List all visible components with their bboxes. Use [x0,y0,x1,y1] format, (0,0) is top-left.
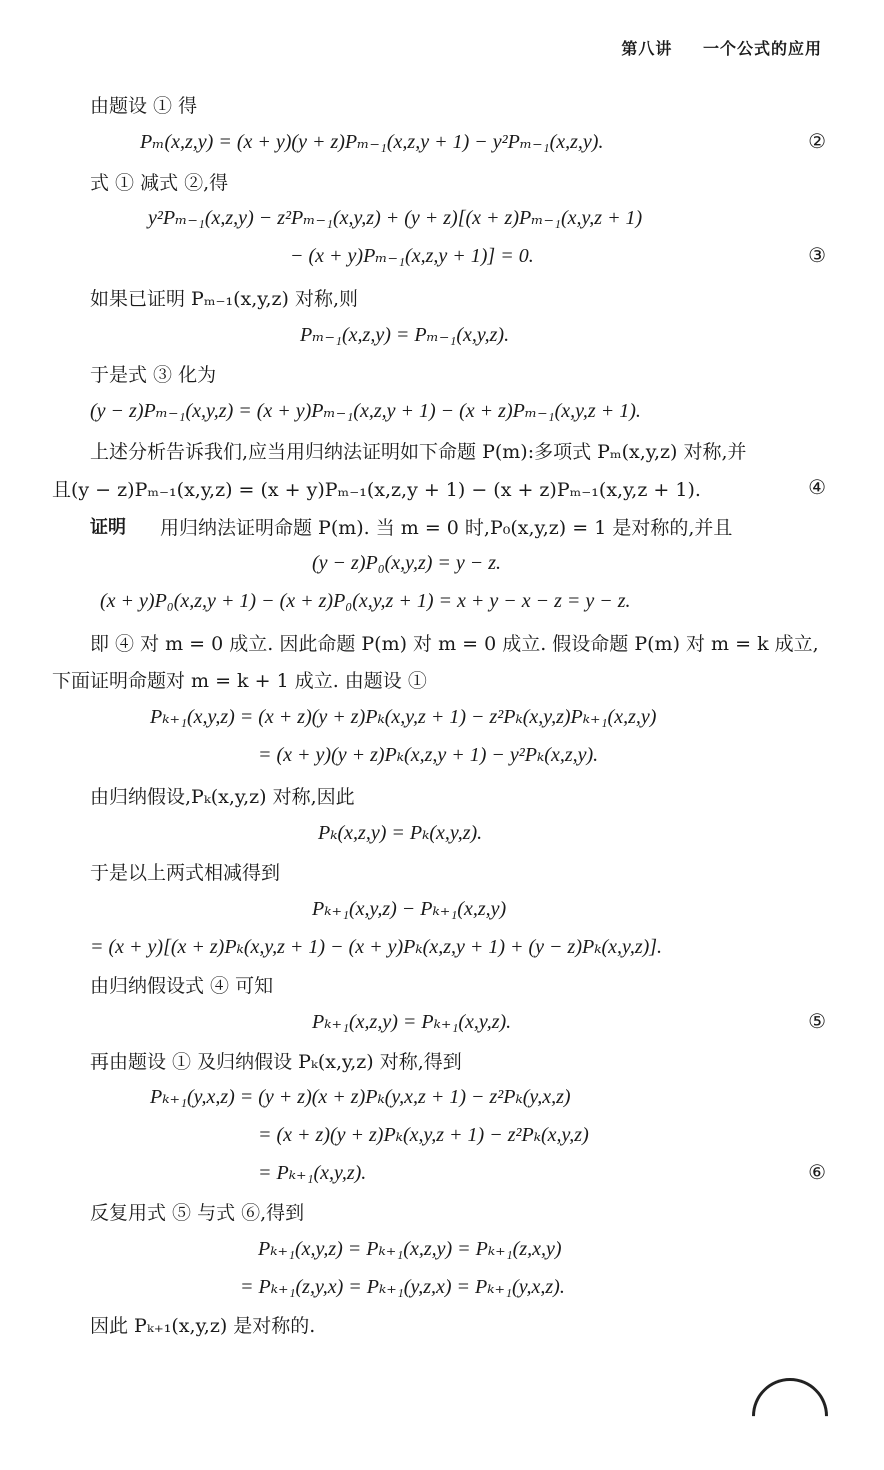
equation-line: = (x + y)[(x + z)Pₖ(x,y,z + 1) − (x + y)Pₖ(x,z,y + 1) + (y − z)Pₖ(x,y,z)]. [90,936,663,958]
text-line: 于是以上两式相减得到 [90,862,281,884]
equation-line: = (x + z)(y + z)Pₖ(x,y,z + 1) − z²Pₖ(x,y,z) [258,1124,589,1146]
equation-line: = Pₖ₊₁(z,y,x) = Pₖ₊₁(y,z,x) = Pₖ₊₁(y,x,z). [240,1276,565,1298]
equation-line: = Pₖ₊₁(x,y,z). [258,1162,367,1184]
text-line: 再由题设 ① 及归纳假设 Pₖ(x,y,z) 对称,得到 [90,1051,462,1073]
equation-line: (y − z)P₀(x,y,z) = y − z. [312,552,502,574]
chapter-title: 一个公式的应用 [702,39,822,58]
text-line: 于是式 ③ 化为 [90,364,217,386]
equation-line: Pₖ₊₁(x,y,z) = (x + z)(y + z)Pₖ(x,y,z + 1) − z²Pₖ(x,y,z)Pₖ₊₁(x,z,y) [150,706,657,728]
text-line: 下面证明命题对 m = k + 1 成立. 由题设 ① [52,670,427,692]
equation-line: Pₖ₊₁(y,x,z) = (y + z)(x + z)Pₖ(y,x,z + 1) − z²Pₖ(y,x,z) [150,1086,571,1108]
chapter-label: 第八讲 [621,39,673,58]
equation-line: (x + y)P₀(x,z,y + 1) − (x + z)P₀(x,y,z + 1) = x + y − x − z = y − z. [100,590,631,612]
equation-number: ③ [808,243,826,267]
text-line: 且(y − z)Pₘ₋₁(x,y,z) = (x + y)Pₘ₋₁(x,z,y + 1) − (x + z)Pₘ₋₁(x,y,z + 1). [52,479,701,501]
equation-number: ④ [808,475,826,499]
text-line: 反复用式 ⑤ 与式 ⑥,得到 [90,1202,305,1224]
equation-line: Pₖ₊₁(x,z,y) = Pₖ₊₁(x,y,z). [312,1011,512,1033]
text-line: 因此 Pₖ₊₁(x,y,z) 是对称的. [90,1315,316,1337]
equation-number: ⑥ [808,1160,826,1184]
proof-label: 证明 [90,517,126,538]
text-line: 式 ① 减式 ②,得 [90,172,229,194]
equation-line: Pₖ(x,z,y) = Pₖ(x,y,z). [318,822,483,844]
equation-number: ⑤ [808,1009,826,1033]
text-line: 即 ④ 对 m = 0 成立. 因此命题 P(m) 对 m = 0 成立. 假设命题 P(m) 对 m = k 成立, [90,633,819,655]
running-header [597,36,822,59]
equation-line: Pₘ₋₁(x,z,y) = Pₘ₋₁(x,y,z). [300,324,510,346]
text-line: 用归纳法证明命题 P(m). 当 m = 0 时,P₀(x,y,z) = 1 是对称的,并且 [160,517,733,539]
equation-line: Pₖ₊₁(x,y,z) − Pₖ₊₁(x,z,y) [312,898,507,920]
text-line: 如果已证明 Pₘ₋₁(x,y,z) 对称,则 [90,288,359,310]
equation-line: Pₘ(x,z,y) = (x + y)(y + z)Pₘ₋₁(x,z,y + 1) − y²Pₘ₋₁(x,z,y). [140,131,604,153]
page-corner-ornament [736,1362,843,1469]
text-line: 由题设 ① 得 [90,95,198,117]
text-line: 由归纳假设式 ④ 可知 [90,975,274,997]
equation-line: = (x + y)(y + z)Pₖ(x,z,y + 1) − y²Pₖ(x,z,y). [258,744,599,766]
equation-line: − (x + y)Pₘ₋₁(x,z,y + 1)] = 0. [290,245,534,267]
equation-line: (y − z)Pₘ₋₁(x,y,z) = (x + y)Pₘ₋₁(x,z,y + 1) − (x + z)Pₘ₋₁(x,y,z + 1). [90,400,641,422]
equation-line: y²Pₘ₋₁(x,z,y) − z²Pₘ₋₁(x,y,z) + (y + z)[(x + z)Pₘ₋₁(x,y,z + 1) [148,207,643,229]
text-line: 上述分析告诉我们,应当用归纳法证明如下命题 P(m):多项式 Pₘ(x,y,z) 对称,并 [90,441,747,463]
equation-number: ② [808,129,826,153]
equation-line: Pₖ₊₁(x,y,z) = Pₖ₊₁(x,z,y) = Pₖ₊₁(z,x,y) [258,1238,562,1260]
text-line: 由归纳假设,Pₖ(x,y,z) 对称,因此 [90,786,355,808]
